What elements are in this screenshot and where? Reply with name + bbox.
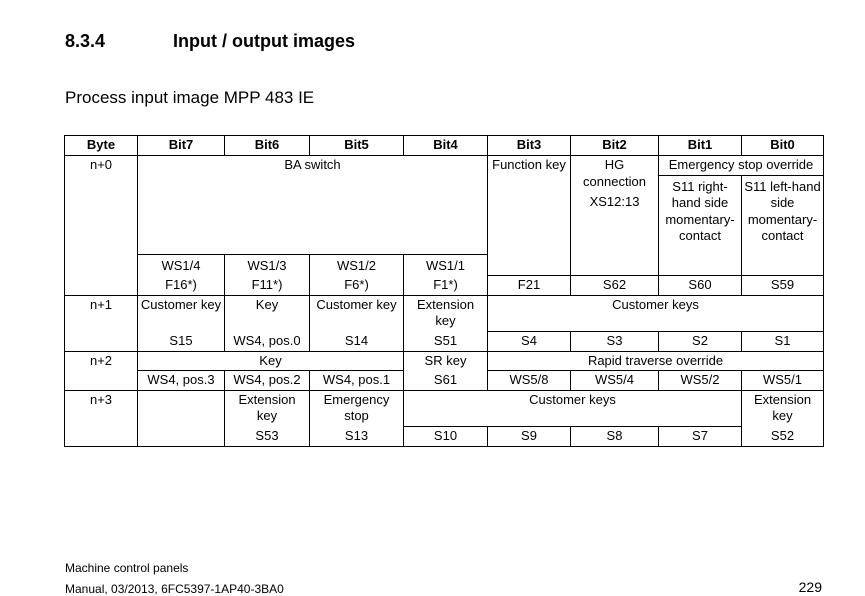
section-heading <box>65 31 355 52</box>
code-cell: WS5/2 <box>659 371 742 391</box>
code-cell: S15 <box>138 332 225 352</box>
label-cell: Extension key <box>225 390 310 427</box>
label-cell: Key <box>225 295 310 332</box>
s11-left-cell: S11 left-hand side momentary-contact <box>742 175 824 276</box>
code-cell: WS5/8 <box>488 371 571 391</box>
label-cell: Customer key <box>310 295 404 332</box>
customer-keys-cell: Customer keys <box>404 390 742 427</box>
f-cell: F11*) <box>225 276 310 296</box>
code-cell: S8 <box>571 427 659 447</box>
customer-keys-cell: Customer keys <box>488 295 824 332</box>
hg-connection-cell <box>571 156 659 276</box>
code-cell: WS4, pos.2 <box>225 371 310 391</box>
header-row <box>65 136 824 156</box>
code-cell: S51 <box>404 332 488 352</box>
byte-cell: n+1 <box>65 295 138 351</box>
f-cell: F6*) <box>310 276 404 296</box>
page-number: 229 <box>798 579 822 595</box>
header-byte: Byte <box>65 136 138 156</box>
header-bit2: Bit2 <box>571 136 659 156</box>
code-cell: F21 <box>488 276 571 296</box>
code-cell: S61 <box>404 371 488 391</box>
ws-cell: WS1/2 <box>310 255 404 276</box>
code-cell: S4 <box>488 332 571 352</box>
header-bit4: Bit4 <box>404 136 488 156</box>
table-row <box>65 332 824 352</box>
byte-cell: n+0 <box>65 156 138 296</box>
code-cell: S2 <box>659 332 742 352</box>
hg-connection-label: HG connection <box>583 157 646 189</box>
code-cell: S3 <box>571 332 659 352</box>
table-row <box>65 371 824 391</box>
footer-manual: Manual, 03/2013, 6FC5397-1AP40-3BA0 <box>65 582 284 596</box>
header-bit6: Bit6 <box>225 136 310 156</box>
code-cell: S7 <box>659 427 742 447</box>
section-number: 8.3.4 <box>65 31 106 51</box>
code-cell: WS4, pos.1 <box>310 371 404 391</box>
footer-title: Machine control panels <box>65 561 189 575</box>
f-cell: F16*) <box>138 276 225 296</box>
code-cell: WS5/1 <box>742 371 824 391</box>
code-cell: S13 <box>310 427 404 447</box>
header-bit7: Bit7 <box>138 136 225 156</box>
header-bit3: Bit3 <box>488 136 571 156</box>
table-row <box>65 390 824 427</box>
byte-cell: n+3 <box>65 390 138 446</box>
header-bit5: Bit5 <box>310 136 404 156</box>
label-cell: Extension key <box>404 295 488 332</box>
code-cell: S59 <box>742 276 824 296</box>
code-cell: S9 <box>488 427 571 447</box>
code-cell: WS4, pos.0 <box>225 332 310 352</box>
key-cell: Key <box>138 351 404 371</box>
code-cell: S14 <box>310 332 404 352</box>
label-cell: Customer key <box>138 295 225 332</box>
table-row <box>65 295 824 332</box>
process-input-image-table <box>64 135 824 447</box>
label-cell: Emergency stop <box>310 390 404 427</box>
ws-cell: WS1/3 <box>225 255 310 276</box>
code-cell: S1 <box>742 332 824 352</box>
empty-cell <box>138 390 225 446</box>
ws-cell: WS1/4 <box>138 255 225 276</box>
sr-key-cell: SR key <box>404 351 488 371</box>
ws-cell: WS1/1 <box>404 255 488 276</box>
emergency-override-cell: Emergency stop override <box>659 156 824 176</box>
header-bit0: Bit0 <box>742 136 824 156</box>
code-cell: S62 <box>571 276 659 296</box>
label-cell: Extension key <box>742 390 824 427</box>
byte-cell: n+2 <box>65 351 138 390</box>
s11-right-cell: S11 right-hand side momentary-contact <box>659 175 742 276</box>
code-cell: WS5/4 <box>571 371 659 391</box>
ba-switch-cell: BA switch <box>138 156 488 255</box>
table-heading: Process input image MPP 483 IE <box>65 88 315 107</box>
rapid-traverse-cell: Rapid traverse override <box>488 351 824 371</box>
table-row <box>65 156 824 176</box>
code-cell: S52 <box>742 427 824 447</box>
code-cell: S10 <box>404 427 488 447</box>
section-title: Input / output images <box>173 31 355 51</box>
code-cell: S53 <box>225 427 310 447</box>
hg-xs-label: XS12:13 <box>589 194 640 209</box>
code-cell: S60 <box>659 276 742 296</box>
code-cell: WS4, pos.3 <box>138 371 225 391</box>
f-cell: F1*) <box>404 276 488 296</box>
table-row <box>65 276 824 296</box>
function-key-cell: Function key <box>488 156 571 276</box>
header-bit1: Bit1 <box>659 136 742 156</box>
table-row <box>65 351 824 371</box>
